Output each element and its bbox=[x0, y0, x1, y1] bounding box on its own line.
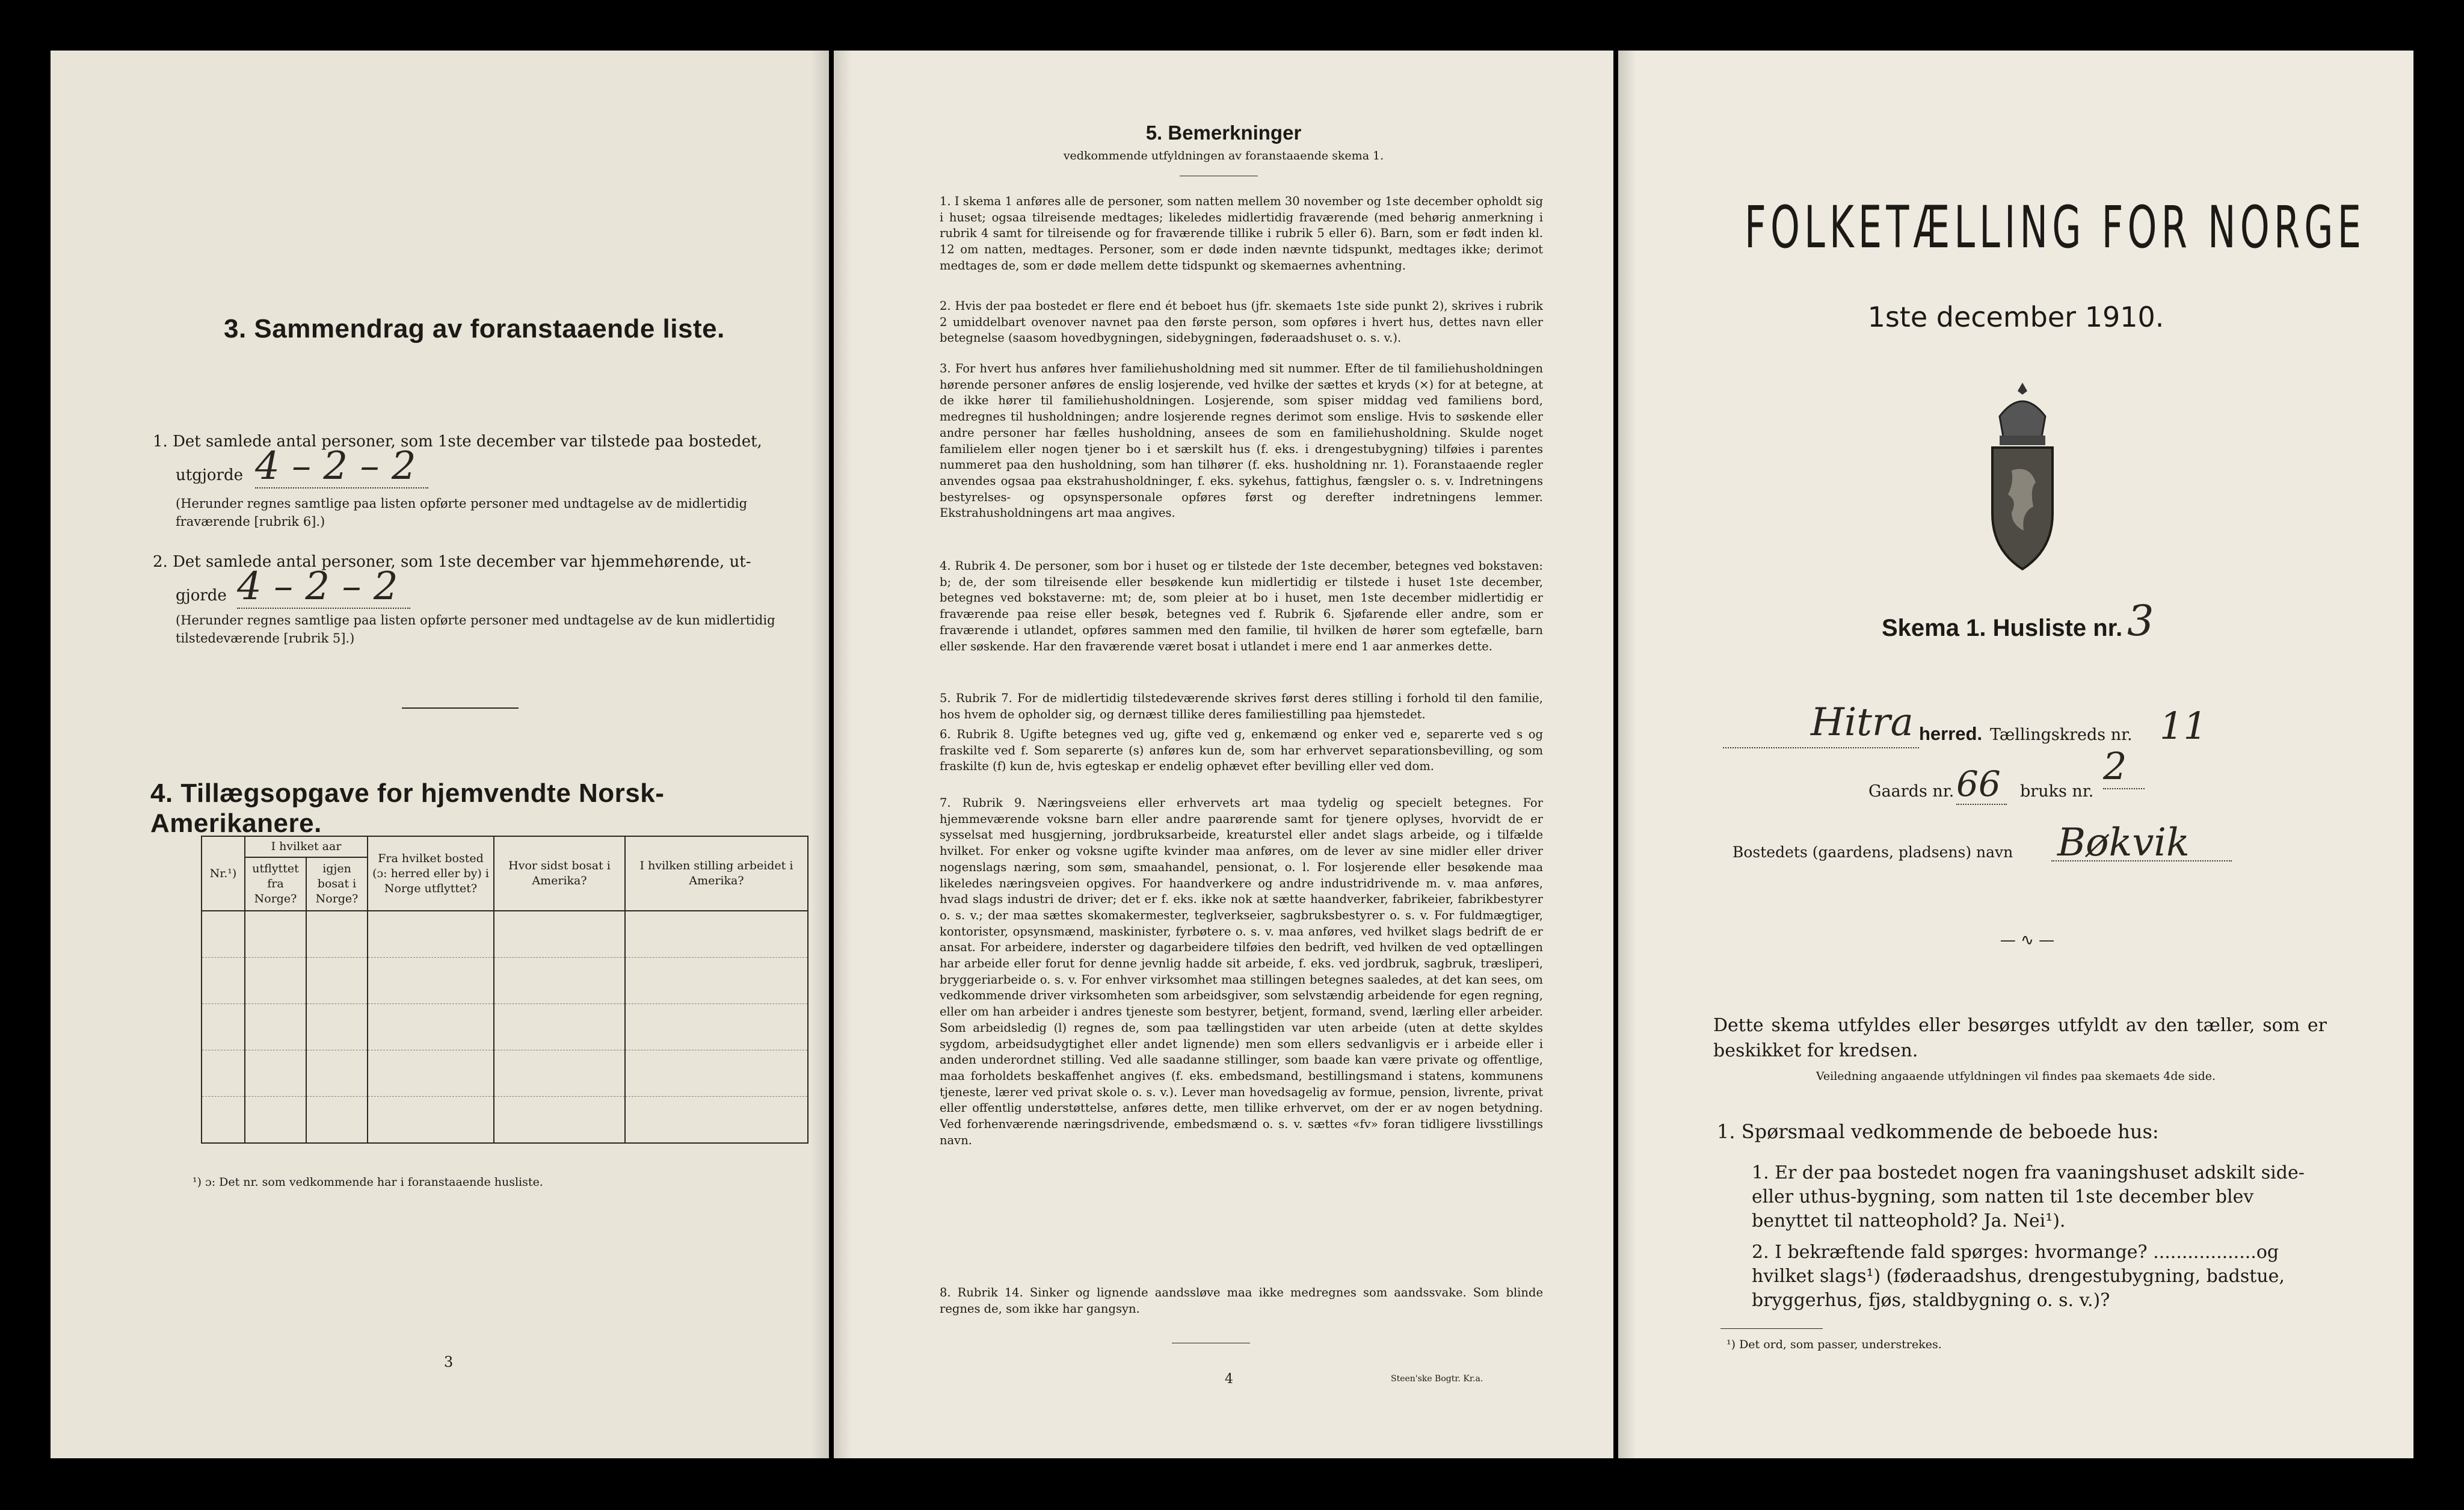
section-3-title: 3. Sammendrag av foranstaaende liste. bbox=[224, 314, 725, 344]
remark-5: 5. Rubrik 7. For de midlertidig tilstedeværende skrives først deres stilling i forhold til den familie, hos hvem de opholder sig, og dernæst tillike deres familiestilling paa hjemstedet. bbox=[940, 691, 1543, 721]
cover-panel bbox=[1618, 51, 2413, 1458]
section-4-title: 4. Tillægsopgave for hjemvendte Norsk-Amerikanere. bbox=[150, 778, 665, 838]
table-row bbox=[202, 1050, 808, 1097]
fold-shadow bbox=[1618, 51, 1636, 1458]
husliste-nr-handwritten: 3 bbox=[2127, 596, 2154, 646]
cover-footnote: ¹) Det ord, som passer, understrekes. bbox=[1726, 1338, 1942, 1351]
divider bbox=[402, 707, 519, 709]
col-hvor: Hvor sidst bosat i Amerika? bbox=[494, 836, 625, 911]
cover-intro: Dette skema utfyldes eller besørges utfyldt av den tæller, som er beskikket for kredsen. bbox=[1713, 1015, 2327, 1061]
norsk-amerikanere-table bbox=[201, 836, 808, 1144]
page-number-4: 4 bbox=[1225, 1372, 1233, 1387]
gaards-label: Gaards nr. bbox=[1868, 782, 1954, 801]
divider bbox=[1720, 1328, 1823, 1329]
table-row bbox=[202, 958, 808, 1004]
col-fra: Fra hvilket bosted (ɔ: herred eller by) i Norge utflyttet? bbox=[368, 836, 494, 911]
summary-item-2: 2. Det samlede antal personer, som 1ste december var hjemmehørende, ut- bbox=[153, 553, 751, 571]
remark-4: 4. Rubrik 4. De personer, som bor i huset og er tilstede der 1ste december, betegnes ved bokstaven: b; de, der som tilreisende eller besøkende kun midlertidig er tilstede i huset 1ste december, betegnes ved bokstaverne: mt; de, som pleier at bo i huset, men 1ste december midlertidig er fraværende paa reise eller besøk, betegnes ved f. Rubrik 6. Sjøfarende eller andre, som er fraværende i utlandet, opføres sammen med den familie, til hvilken de hører som egtefælle, barn eller søskende. Har den fraværende været bosat i utlandet i mere end 1 aar anmerkes dette. bbox=[940, 559, 1543, 653]
herred-label: herred. bbox=[1919, 723, 1983, 744]
question-2: 2. I bekræftende fald spørges: hvormange? ..................og hvilket slags¹) (føderaadshus, drengestubygning, badstue, bryggerhus, fjøs, staldbygning o. s. v.)? bbox=[1752, 1242, 2285, 1311]
col-utflyttet: utflyttet fra Norge? bbox=[245, 857, 306, 911]
question-heading: 1. Spørsmaal vedkommende de beboede hus: bbox=[1717, 1120, 2159, 1143]
bosted-handwritten: Bøkvik bbox=[2057, 821, 2190, 865]
remark-7: 7. Rubrik 9. Næringsveiens eller erhvervets art maa tydelig og specielt betegnes. For hjemmeværende voksne barn eller andre paarørende samt for tjenere oplyses, hvorvidt de er sysselsat med husgjerning, jordbruksarbeide, kreaturstel eller andet slags arbeide, og i tilfælde hvilket. For enker og voksne ugifte kvinder maa anføres, om de lever av sine midler eller driver nogenslags næring, som søm, smaahandel, pensionat, o. l. For losjerende eller besøkende maa likeledes næringsveien opgives. For haandverkere og andre industridrivende m. v. maa anføres, hvad slags industri de driver; det er f. eks. ikke nok at sætte haandverker, fabrikeier, fabrikbestyrer o. s. v.; der maa sættes skomakermester, teglverkseier, sagbruksbestyrer o. s. v. For fuldmægtiger, kontorister, opsynsmænd, maskinister, fyrbøtere o. s. v. maa anføres, ved hvilket slags bedrift de er ansat. For arbeidere, inderster og dagarbeidere tilføies den bedrift, ved hvilken de ved optællingen har arbeide eller forut for denne jevnlig hadde sit arbeide, f. eks. ved jordbruk, sagbruk, træsliperi, bryggeriarbeide o. s. v. For enhver virksomhet maa stillingen betegnes saaledes, at det kan sees, om vedkommende driver virksomheten som arbeidsgiver, som selvstændig arbeidende for egen regning, eller om han arbeider i andres tjeneste som bestyrer, betjent, formand, svend, lærling eller arbeider. Som arbeidsledig (l) regnes de, som paa tællingstiden var uten arbeide (uten at dette skyldes sygdom, arbeidsudygtighet eller andet lignende) men som ellers sedvanligvis er i arbeide eller i anden underordnet stilling. Ved alle saadanne stillinger, som baade kan være private og offentlige, maa forholdets beskaffenhet angives (f. eks. embedsmand, bestillingsmand i statens, kommunens tjeneste, lærer ved privat skole o. s. v.). Lever man hovedsagelig av formue, pension, livrente, privat eller offentlig understøttelse, anføres dette, men tillike erhvervet, om der er av nogen betydning. Ved forhenværende næringsdrivende, embedsmænd o. s. v. sættes «fv» foran tidligere livsstillings navn. bbox=[940, 796, 1543, 1147]
skema-label: Skema 1. Husliste nr. bbox=[1882, 615, 2123, 641]
page-4-panel bbox=[834, 51, 1613, 1458]
summary-item-1-handwritten: 4 – 2 – 2 bbox=[255, 445, 428, 488]
bosted-label: Bostedets (gaardens, pladsens) navn bbox=[1732, 843, 2013, 861]
remark-8: 8. Rubrik 14. Sinker og lignende aandssløve maa ikke medregnes som aandssvake. Som blinde regnes de, som ikke har gangsyn. bbox=[940, 1286, 1543, 1316]
summary-item-2-label: gjorde bbox=[176, 587, 227, 605]
bruks-label: bruks nr. bbox=[2020, 782, 2094, 801]
summary-item-1-label: utgjorde bbox=[176, 466, 244, 484]
page-number-3: 3 bbox=[444, 1354, 454, 1370]
remarks-subtitle: vedkommende utfyldningen av foranstaaende skema 1. bbox=[1063, 149, 1384, 162]
fold-shadow bbox=[834, 51, 852, 1458]
remarks-title: 5. Bemerkninger bbox=[1145, 122, 1302, 144]
ornament-divider: — ∿ — bbox=[2000, 931, 2055, 949]
summary-item-1: 1. Det samlede antal personer, som 1ste december var tilstede paa bostedet, bbox=[153, 433, 762, 451]
question-1: 1. Er der paa bostedet nogen fra vaaningshuset adskilt side- eller uthus-bygning, som natten til 1ste december blev benyttet til natteophold? Ja. Nei¹). bbox=[1752, 1162, 2305, 1231]
remarks-list bbox=[940, 194, 1543, 1319]
col-group-aar: I hvilket aar bbox=[245, 836, 368, 857]
veiledning-note: Veiledning angaaende utfyldningen vil findes paa skemaets 4de side. bbox=[1816, 1070, 2216, 1083]
table-row bbox=[202, 1004, 808, 1050]
remark-6: 6. Rubrik 8. Ugifte betegnes ved ug, gifte ved g, enkemænd og enker ved e, separerte ved s og fraskilte ved f. Som separerte (s) anføres kun de, som har erhvervet separationsbevilling, og som fraskilte (f) kun de, hvis egteskap er endelig ophævet efter bevilling eller ved dom. bbox=[940, 727, 1543, 774]
table-row bbox=[202, 1097, 808, 1144]
printer-mark: Steen'ske Bogtr. Kr.a. bbox=[1391, 1374, 1483, 1384]
col-nr: Nr.¹) bbox=[202, 836, 245, 911]
page-3-panel bbox=[51, 51, 829, 1458]
herred-handwritten: Hitra bbox=[1811, 700, 1914, 745]
coat-of-arms-icon bbox=[1974, 380, 2071, 573]
cover-title: FOLKETÆLLING FOR NORGE bbox=[1745, 194, 2366, 261]
remark-3: 3. For hvert hus anføres hver familiehusholdning med sit nummer. Efter de til familiehusholdningen hørende personer anføres de enslig losjerende, ved hvilke der sættes et kryds (×) for at betegne, at de ikke hører til familiehusholdningen. Losjerende, som spiser middag ved familiens bord, medregnes til husholdningen; andre losjerende regnes derimot som enslige. Hvis to søskende eller andre personer har fælles husholdning, ansees de som en familiehusholdning. Skulde noget familielem eller nogen tjener bo i et særskilt hus (f. eks. i drengestubygning) tilføies i parentes nummeret paa den husholdning, som han tilhører (f. eks. husholdning nr. 1). Foranstaaende regler anvendes ogsaa paa ekstrahusholdninger, f. eks. sykehus, fattighus, fængsler o. s. v. Indretningens bestyrelses- og opsynspersonale opføres først og derefter indretningens lemmer. Ekstrahusholdningens art maa angives. bbox=[940, 362, 1543, 520]
krets-nr-handwritten: 11 bbox=[2160, 704, 2207, 748]
col-stilling: I hvilken stilling arbeidet i Amerika? bbox=[625, 836, 808, 911]
summary-item-2-handwritten: 4 – 2 – 2 bbox=[237, 565, 410, 609]
summary-item-2-note: (Herunder regnes samtlige paa listen opførte personer med undtagelse av de kun midlertidig tilstedeværende [rubrik 5].) bbox=[176, 613, 775, 646]
table-footnote: ¹) ɔ: Det nr. som vedkommende har i foranstaaende husliste. bbox=[192, 1176, 543, 1189]
col-igjen: igjen bosat i Norge? bbox=[306, 857, 368, 911]
gaards-nr-handwritten: 66 bbox=[1956, 764, 2007, 805]
fold-shadow bbox=[811, 51, 829, 1458]
bruks-nr-handwritten: 2 bbox=[2103, 745, 2145, 789]
remark-1: 1. I skema 1 anføres alle de personer, som natten mellem 30 november og 1ste december opholdt sig i huset; ogsaa tilreisende medtages; likeledes midlertidig fraværende (med behørig anmerkning i rubrik 4 samt for tilreisende og for fraværende tillike i rubrik 5 eller 6). Barn, som er født inden kl. 12 om natten, medtages. Personer, som er døde inden nævnte tidspunkt, medtages ikke; derimot medtages de, som er døde mellem dette tidspunkt og skemaernes avhentning. bbox=[940, 194, 1543, 273]
krets-label: Tællingskreds nr. bbox=[1990, 726, 2133, 744]
summary-item-1-note: (Herunder regnes samtlige paa listen opførte personer med undtagelse av de midlertidig fraværende [rubrik 6].) bbox=[176, 496, 748, 529]
remark-2: 2. Hvis der paa bostedet er flere end ét beboet hus (jfr. skemaets 1ste side punkt 2), skrives i rubrik 2 umiddelbart ovenover navnet paa den første person, som opføres i hvert hus, dettes navn eller betegnelse (saasom hovedbygningen, sidebygningen, føderaadshuset o. s. v.). bbox=[940, 299, 1543, 345]
table-row bbox=[202, 911, 808, 958]
cover-date: 1ste december 1910. bbox=[1867, 301, 2164, 333]
